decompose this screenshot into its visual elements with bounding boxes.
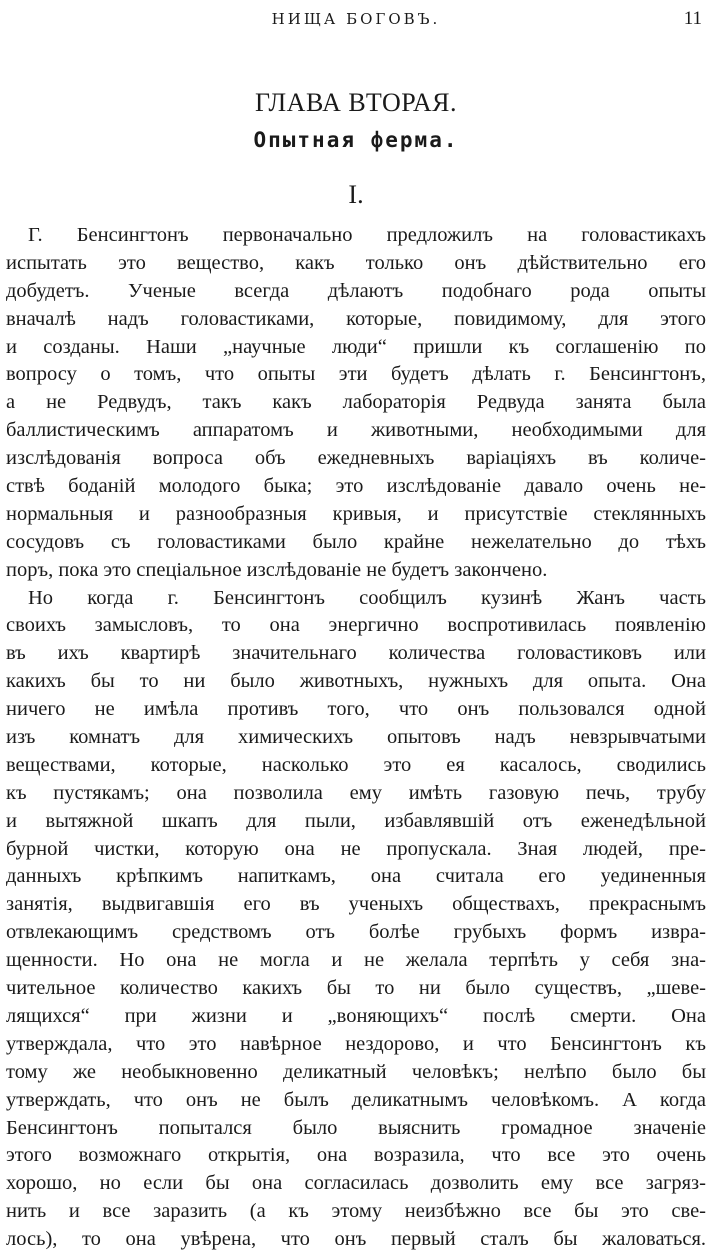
running-head	[0, 6, 712, 36]
text-line: добудетъ. Ученые всегда дѣлаютъ подобнаго рода опыты	[6, 279, 706, 302]
text-line: нить и все заразить (а къ этому неизбѣжно все бы это све-	[6, 1200, 706, 1223]
text-line: своихъ замысловъ, то она энергично воспротивилась появленію	[6, 614, 706, 637]
text-line: испытать это вещество, какъ только онъ дѣйствительно его	[6, 251, 706, 274]
text-line: веществами, которые, насколько это ея касалось, сводились	[6, 753, 706, 776]
text-line: нормальныя и разнообразныя кривыя, и присутствіе стеклянныхъ	[6, 502, 706, 525]
text-line: утверждала, что это навѣрное нездорово, и что Бенсингтонъ къ	[6, 1032, 706, 1055]
page-number: 11	[683, 8, 702, 29]
text-line: бурной чистки, которую она не пропускала. Зная людей, пре-	[6, 837, 706, 860]
text-line: тому же необыкновенно деликатный человѣкъ; нелѣпо было бы	[6, 1060, 706, 1083]
text-line: изъ комнатъ для химическихъ опытовъ надъ невзрывчатыми	[6, 726, 706, 749]
text-line: сосудовъ съ головастиками было крайне нежелательно до тѣхъ	[6, 530, 706, 553]
text-line: изслѣдованія вопроса объ ежедневныхъ варіацiяхъ въ количе-	[6, 447, 706, 470]
text-line: вначалѣ надъ головастиками, которые, повидимому, для этого	[6, 307, 706, 330]
text-line: лось), то она увѣрена, что онъ первый сталъ бы жаловаться.	[6, 1228, 706, 1251]
text-line: а не Редвудъ, такъ какъ лабораторія Редвуда занята была	[6, 391, 706, 414]
text-line: занятія, выдвигавшія его въ ученыхъ обществахъ, прекраснымъ	[6, 893, 706, 916]
text-line: щенности. Но она не могла и не желала терпѣть у себя зна-	[6, 949, 706, 972]
text-line: и созданы. Наши „научные люди“ пришли къ соглашенію по	[6, 335, 706, 358]
text-line: баллистическимъ аппаратомъ и животными, необходимыми для	[6, 419, 706, 442]
running-title: НИЩА БОГОВЪ.	[271, 10, 441, 28]
text-line: хорошо, но если бы она согласилась дозволить ему все загряз-	[6, 1172, 706, 1195]
text-line: данныхъ крѣпкимъ напиткамъ, она считала его уединенныя	[6, 865, 706, 888]
text-line: утверждать, что онъ не былъ деликатнымъ человѣкомъ. А когда	[6, 1088, 706, 1111]
text-line: ничего не имѣла противъ того, что онъ пользовался одной	[6, 698, 706, 721]
text-line: лящихся“ при жизни и „воняющихъ“ послѣ смерти. Она	[6, 1004, 706, 1027]
text-line: Г. Бенсингтонъ первоначально предложилъ на головастикахъ	[28, 224, 706, 246]
text-line: и вытяжной шкапъ для пыли, избавлявшій отъ еженедѣльной	[6, 809, 706, 832]
text-line: вопросу о томъ, что опыты эти будетъ дѣлать г. Бенсингтонъ,	[6, 363, 706, 386]
text-line: Но когда г. Бенсингтонъ сообщилъ кузинѣ Жанъ часть	[28, 586, 706, 609]
section-title: Опытная ферма.	[253, 128, 459, 152]
text-line: поръ, пока это спеціальное изслѣдованіе не будетъ закончено.	[6, 558, 548, 581]
part-number: I.	[348, 180, 364, 209]
text-line: ствѣ боданій молодого быка; это изслѣдованіе давало очень не-	[6, 475, 706, 498]
body-text	[6, 222, 706, 1254]
text-line: какихъ бы то ни было животныхъ, нужныхъ для опыта. Она	[6, 670, 706, 693]
text-line: отвлекающимъ средствомъ отъ болѣе грубыхъ формъ извра-	[6, 921, 706, 944]
text-line: къ пустякамъ; она позволила ему имѣть газовую печь, трубу	[6, 781, 706, 804]
text-line: чительное количество какихъ бы то ни было существъ, „шеве-	[6, 977, 706, 1000]
text-line: Бенсингтонъ попытался было выяснить громадное значеніе	[6, 1116, 706, 1139]
text-line: этого возможнаго открытія, она возразила, что все это очень	[6, 1144, 706, 1167]
chapter-title: ГЛАВА ВТОРАЯ.	[254, 88, 458, 117]
text-line: въ ихъ квартирѣ значительнаго количества головастиковъ или	[6, 642, 706, 665]
